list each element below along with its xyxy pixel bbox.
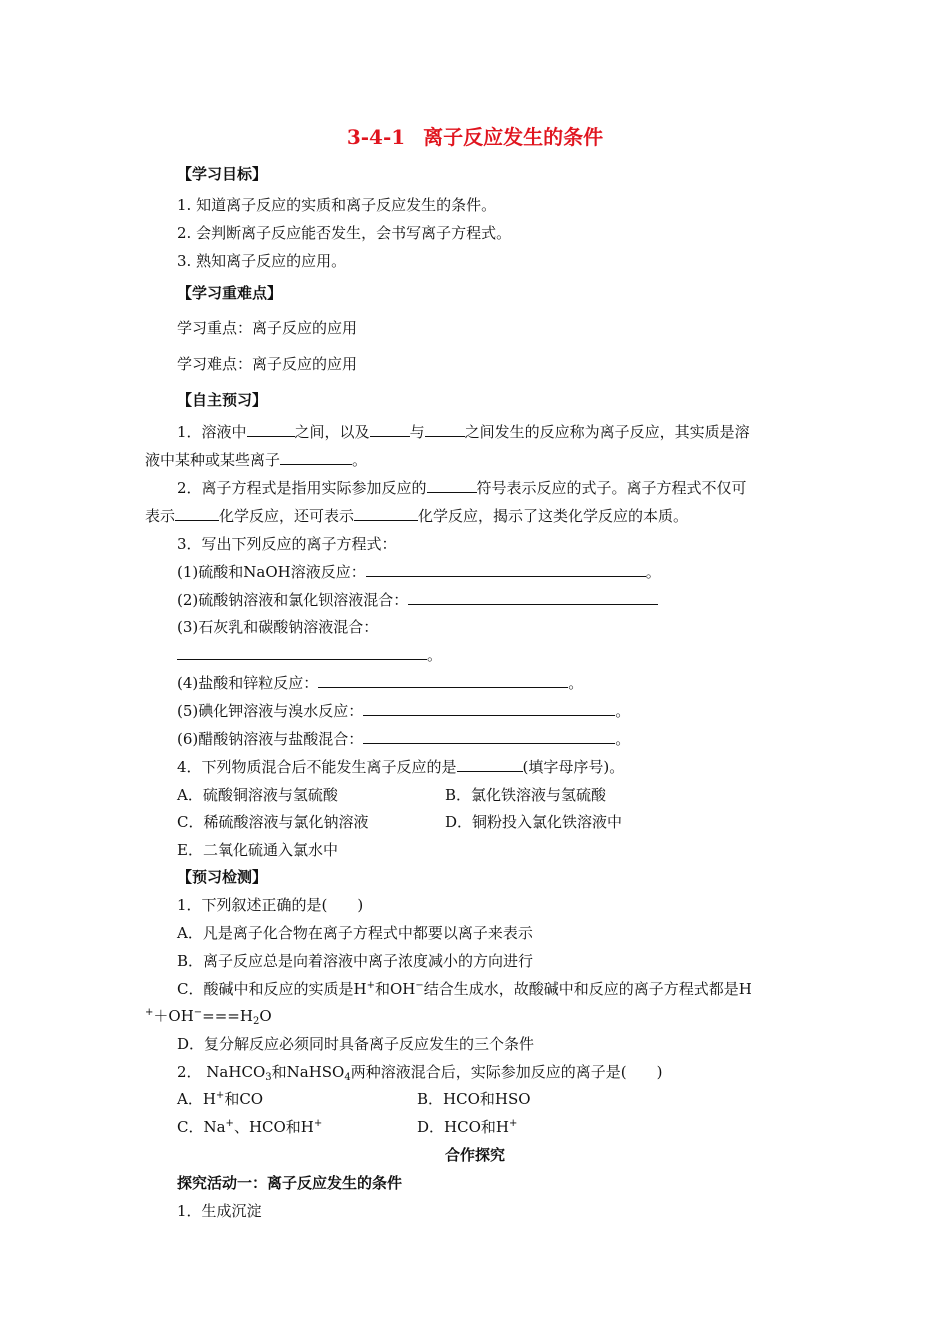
check-q2: 2． NaHCO$_3$和NaHSO$_4$两种溶液混合后，实际参加反应的离子是( ) xyxy=(177,1063,663,1083)
preview-q3-r2: (2)硫酸钠溶液和氯化钡溶液混合： xyxy=(177,590,658,610)
preview-q2-line1: 2．离子方程式是指用实际参加反应的 符号表示反应的式子。离子方程式不仅可 xyxy=(177,479,747,497)
answer-blank[interactable] xyxy=(363,701,615,716)
answer-blank[interactable] xyxy=(408,590,658,605)
preview-q3-r3: (3)石灰乳和碳酸钠溶液混合： xyxy=(177,618,379,636)
check-q1-option-d: D．复分解反应必须同时具备离子反应发生的三个条件 xyxy=(177,1035,535,1053)
answer-blank[interactable] xyxy=(366,562,646,577)
title-text: 离子反应发生的条件 xyxy=(423,125,604,149)
preview-q3-r4: (4)盐酸和锌粒反应： 。 xyxy=(177,674,584,692)
check-q2-option-b: B．HCO和HSO xyxy=(417,1090,531,1108)
answer-blank[interactable] xyxy=(247,422,295,437)
preview-q1-line1: 1．溶液中 之间，以及 与 之间发生的反应称为离子反应，其实质是溶 xyxy=(177,423,750,441)
preview-q2-line2: 表示 化学反应，还可表示 化学反应，揭示了这类化学反应的本质。 xyxy=(145,507,689,525)
check-q1: 1．下列叙述正确的是( ) xyxy=(177,896,364,914)
goal-item: 1. 知道离子反应的实质和离子反应发生的条件。 xyxy=(177,196,497,214)
check-q1-option-b: B．离子反应总是向着溶液中离子浓度减小的方向进行 xyxy=(177,952,534,970)
q4-option-e: E．二氧化硫通入氯水中 xyxy=(177,841,338,859)
check-q2-option-c: C．Na+、HCO和H+ xyxy=(177,1118,323,1136)
preview-q3-r5: (5)碘化钾溶液与溴水反应： 。 xyxy=(177,702,631,720)
goals-heading: 【学习目标】 xyxy=(177,165,268,183)
check-q1-option-c-line2: $^++OH^-===H_2O$ xyxy=(145,1007,272,1027)
answer-blank[interactable] xyxy=(175,506,219,521)
preview-q3-intro: 3．写出下列反应的离子方程式： xyxy=(177,535,397,553)
focus-key: 学习重点：离子反应的应用 xyxy=(177,319,358,337)
title-code: 3-4-1 xyxy=(346,125,406,149)
focus-heading: 【学习重难点】 xyxy=(177,284,283,302)
preview-q4: 4．下列物质混合后不能发生离子反应的是 (填字母序号)。 xyxy=(177,758,625,776)
answer-blank[interactable] xyxy=(457,757,523,772)
preview-q3-r3-answer: 。 xyxy=(177,645,442,665)
preview-q3-r6: (6)醋酸钠溶液与盐酸混合： 。 xyxy=(177,730,631,748)
check-q2-option-a: A．H+和CO xyxy=(177,1090,264,1108)
focus-hard: 学习难点：离子反应的应用 xyxy=(177,355,358,373)
coop-item-1: 1．生成沉淀 xyxy=(177,1202,262,1220)
check-heading: 【预习检测】 xyxy=(177,868,268,886)
q4-option-c: C．稀硫酸溶液与氯化钠溶液 xyxy=(177,813,369,831)
answer-blank[interactable] xyxy=(425,422,465,437)
coop-activity: 探究活动一：离子反应发生的条件 xyxy=(177,1174,403,1192)
goal-item: 2. 会判断离子反应能否发生，会书写离子方程式。 xyxy=(177,224,512,242)
q4-option-d: D．铜粉投入氯化铁溶液中 xyxy=(445,813,623,831)
answer-blank[interactable] xyxy=(363,729,615,744)
check-q1-option-a: A．凡是离子化合物在离子方程式中都要以离子来表示 xyxy=(177,924,533,942)
q4-option-a: A．硫酸铜溶液与氢硫酸 xyxy=(177,786,338,804)
answer-blank[interactable] xyxy=(370,422,410,437)
answer-blank[interactable] xyxy=(354,506,418,521)
check-q1-option-c-line1: C．酸碱中和反应的实质是H+和OH−结合生成水，故酸碱中和反应的离子方程式都是H xyxy=(177,980,752,998)
answer-blank[interactable] xyxy=(318,673,568,688)
preview-heading: 【自主预习】 xyxy=(177,391,268,409)
check-q2-option-d: D．HCO和H+ xyxy=(417,1118,518,1136)
answer-blank[interactable] xyxy=(177,645,427,660)
page-title xyxy=(0,124,950,150)
preview-q1-line2: 液中某种或某些离子 。 xyxy=(145,451,368,469)
answer-blank[interactable] xyxy=(280,450,352,465)
goal-item: 3. 熟知离子反应的应用。 xyxy=(177,252,347,270)
preview-q3-r1: (1)硫酸和NaOH溶液反应： 。 xyxy=(177,563,661,581)
answer-blank[interactable] xyxy=(427,478,477,493)
q4-option-b: B．氯化铁溶液与氢硫酸 xyxy=(445,786,607,804)
coop-heading: 合作探究 xyxy=(444,1146,505,1164)
